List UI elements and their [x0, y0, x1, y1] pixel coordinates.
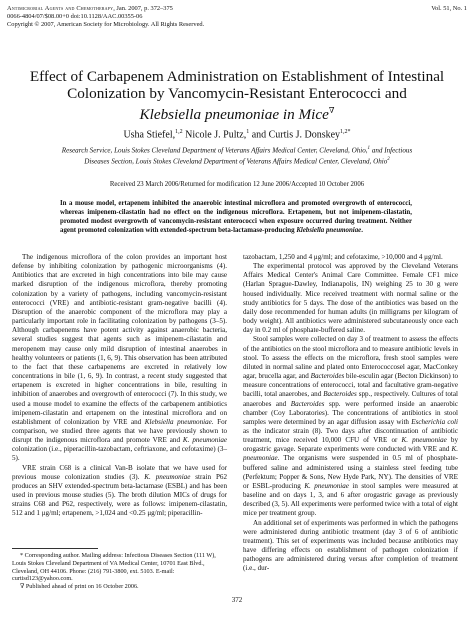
body-column-left	[12, 253, 227, 519]
mic-continuation: tazobactam, 1,250 and 4 μg/ml; and cefotaxime, >10,000 and 4 μg/ml.	[243, 253, 443, 261]
organism-name: K. pneumoniae	[401, 436, 447, 445]
methods-text: Stool samples were collected on day 3 of treatment to assess the effects of the antibiotics on the stool microflora and to measure antibiotic levels in stool. To assess the effects on the microflora, fresh stool samples were diluted in normal saline and plated onto Enterococcosel agar, MacConkey agar, brucella agar, and	[243, 335, 458, 381]
header-line-1	[7, 5, 467, 13]
running-header	[7, 5, 467, 29]
issn-doi: 0066-4804/07/$08.00+0 doi:10.1128/AAC.00355-06	[7, 13, 143, 20]
journal-date-pages: , Jan. 2007, p. 372–375	[113, 5, 173, 12]
organism-name: Bacteroides	[310, 372, 345, 381]
abstract-text: In a mouse model, ertapenem inhibited the anaerobic intestinal microflora and promoted overgrowth of enterococci, whereas imipenem-cilastatin had no effect on the indigenous microflora. Ertapenem, but not imipenem-cilastatin, promoted modest overgrowth of vancomycin-resistant enterococci when exposure occurred during treatment. Neither agent promoted colonization with extended-spectrum beta-lactamase-producing	[60, 200, 412, 235]
affiliations	[20, 144, 454, 167]
author-2: Nicole J. Pultz,	[182, 129, 247, 141]
journal-citation	[7, 5, 173, 13]
corresponding-author-note: * Corresponding author. Mailing address: Infectious Diseases Section (111 W), Louis Stokes Cleveland Department of VA Medical Center, 10701 East Blvd., Cleveland, OH 44106. Phone: (216) 791-3800, ext. 5103. E-mail: curtisd123@yahoo.com.	[12, 552, 216, 583]
organism-name: K. pneumoniae	[144, 472, 191, 481]
volume-issue: Vol. 51, No. 1	[431, 5, 467, 12]
methods-text: as the indicator strain (8). Two days after discontinuation of antibiotic treatment, mice received 10,000 CFU of VRE or	[243, 426, 458, 445]
organism-name: Klebsiella pneumoniae	[144, 417, 212, 426]
organism-name: Bacteroides	[290, 399, 325, 408]
methods-text: spp., respectively. Cultures of total anaerobes and	[243, 390, 458, 408]
affiliation-1: Research Service, Louis Stokes Cleveland Department of Veterans Affairs Medical Center, Cleveland, Ohio,	[61, 146, 368, 155]
published-ahead-note: ∇ Published ahead of print on 16 October 2006.	[20, 583, 139, 591]
body-column-right	[243, 253, 458, 573]
affiliation-2-mark: 2	[387, 157, 390, 163]
methods-paragraph	[243, 335, 458, 518]
author-1-affil: 1,2	[175, 129, 183, 135]
received-dates: Received 23 March 2006/Returned for modification 12 June 2006/Accepted 10 October 2006	[109, 181, 365, 188]
organism-name: K. pneumoniae	[304, 481, 349, 490]
methods-text: bile-esculin agar (Becton Dickinson) to measure concentrations of enterococci, total and facultative gram-negative bacilli, total anaerobes, and	[243, 372, 458, 399]
strains-paragraph	[12, 464, 227, 519]
intro-text-b: . For comparison, we studied three agents that we have previously shown to disrupt the indigenous microflora and promote VRE and	[12, 417, 227, 445]
footnotes	[12, 552, 227, 591]
article-title	[18, 68, 456, 124]
title-line-1: Effect of Carbapenem Administration on Establishment of Intestinal	[29, 68, 445, 85]
protocol-paragraph: The experimental protocol was approved by the Cleveland Veterans Affairs Medical Center's Animal Care Committee. Female CF1 mice (Harlan Sprague-Dawley, Indianapolis, IN) weighing 25 to 30 g were housed individually. Mice received treatment with normal saline or the study antibiotics for 5 days. The dose of the antibiotics was based on the daily dose recommended for human adults (in milligrams per kilogram of body weight). All antibiotics were administered subcutaneously once each day in 0.2 ml of phosphate-buffered saline.	[243, 262, 458, 335]
strains-text-a: VRE strain C68 is a clinical Van-B isolate that we have used for previous mouse colonization studies (3).	[12, 463, 227, 481]
organism-name: K. pneumoniae	[243, 445, 458, 463]
intro-paragraph	[12, 253, 227, 464]
title-footnote-mark: ∇	[328, 106, 335, 116]
affiliation-1-mark: 1	[367, 146, 371, 151]
title-line-2: Colonization by Vancomycin-Resistant Enterococci and	[67, 85, 407, 103]
intro-text-a: The indigenous microflora of the colon provides an important host defense by inhibiting colonization by pathogenic microorganisms (4). Antibiotics that are excreted in high concentrations into bile may cause marked disruption of the indigenous microflora, thereby promoting colonization by a variety of pathogens, including vancomycin-resistant enterococci (VRE) and antibiotic-resistant gram-negative bacilli (4). Disruption of the anaerobic component of the microflora may play a particularly important role in facilitating colonization by pathogens (3–5). Although carbapenems have potent activity against anaerobic bacteria, several studies suggest that agents such as imipenem-cilastatin and meropenem may cause only mild disruption of intestinal anaerobes in healthy volunteers or patients (1, 6, 9). This observation has been attributed to the fact that these carbapenems are excreted in relatively low concentrations in bile (1, 6, 9). In contrast, a recent study suggested that ertapenem is excreted in higher concentrations in bile, resulting in inhibition of anaerobes and overgrowth of enterococci (7). In this study, we used a mouse model to examine the effects of the carbapenem antibiotics imipenem-cilastatin and ertapenem on the intestinal microflora and on establishment of colonization by VRE and	[12, 253, 227, 426]
author-3: and Curtis J. Donskey	[249, 129, 341, 141]
author-2-affil: 1	[246, 129, 250, 135]
methods-text: in stool samples were measured at baseline and on days 1, 3, and 6 after orogastric gavage as previously described (3, 5). All experiments were performed twice with a total of eight mice per treatment group.	[243, 481, 459, 518]
intro-text-c: colonization (i.e., piperacillin-tazobactam, ceftriaxone, and cefotaxime) (3–5).	[12, 445, 227, 463]
organism-name: K. pneumoniae	[182, 436, 228, 445]
page-number: 372	[231, 596, 243, 604]
footnote-divider	[12, 548, 98, 549]
abstract	[60, 199, 412, 235]
methods-text: by orogastric gavage. Separate experiments were conducted with VRE and	[243, 436, 458, 454]
organism-name: Bacteroides	[323, 390, 357, 399]
methods-text: spp. were performed inside an anaerobic chamber (Coy Laboratories). The concentrations of antibiotics in stool samples were determined by an agar diffusion assay with	[243, 399, 458, 426]
additional-experiments-paragraph: An additional set of experiments was performed in which the pathogens were administered during antibiotic treatment (day 3 of 6 of antibiotic treatment). This set of experiments was included because antibiotics may have differing effects on establishment of pathogen colonization if pathogens are administered during versus after completion of treatment (i.e., dur-	[243, 518, 458, 573]
organism-name: Escherichia coli	[411, 417, 459, 426]
strains-text-b: strain P62 produces an SHV extended-spectrum beta-lactamase (ESBL) and has been used in previous mouse studies (5). The broth dilution MICs of drugs for strains C68 and P62, respectively, were as follows: imipenem-cilastatin, 512 and 1 μg/ml; ertapenem, >1,024 and <0.25 μg/ml; piperacillin-	[12, 472, 227, 518]
abstract-end: .	[361, 227, 363, 235]
affiliation-2: Diseases Section, Louis Stokes Cleveland Department of Veterans Affairs Medical Center, Cleveland, Ohio	[84, 157, 388, 166]
title-line-3: Klebsiella pneumoniae in Mice	[139, 106, 329, 124]
author-1: Usha Stiefel,	[123, 129, 176, 141]
methods-text: . The organisms were suspended in 0.5 ml of phosphate-buffered saline and administered using a stainless steel feeding tube (Perfektum; Popper & Sons, New Hyde Park, NY). The densities of VRE or ESBL-producing	[243, 454, 458, 490]
author-list	[20, 126, 454, 141]
affiliation-1-cont: and Infectious	[370, 146, 413, 155]
author-3-affil: 1,2*	[340, 129, 351, 135]
journal-name: Antimicrobial Agents and Chemotherapy	[7, 5, 114, 12]
abstract-organism: Klebsiella pneumoniae	[296, 227, 362, 235]
copyright-notice: Copyright © 2007, American Society for Microbiology. All Rights Reserved.	[7, 21, 205, 28]
